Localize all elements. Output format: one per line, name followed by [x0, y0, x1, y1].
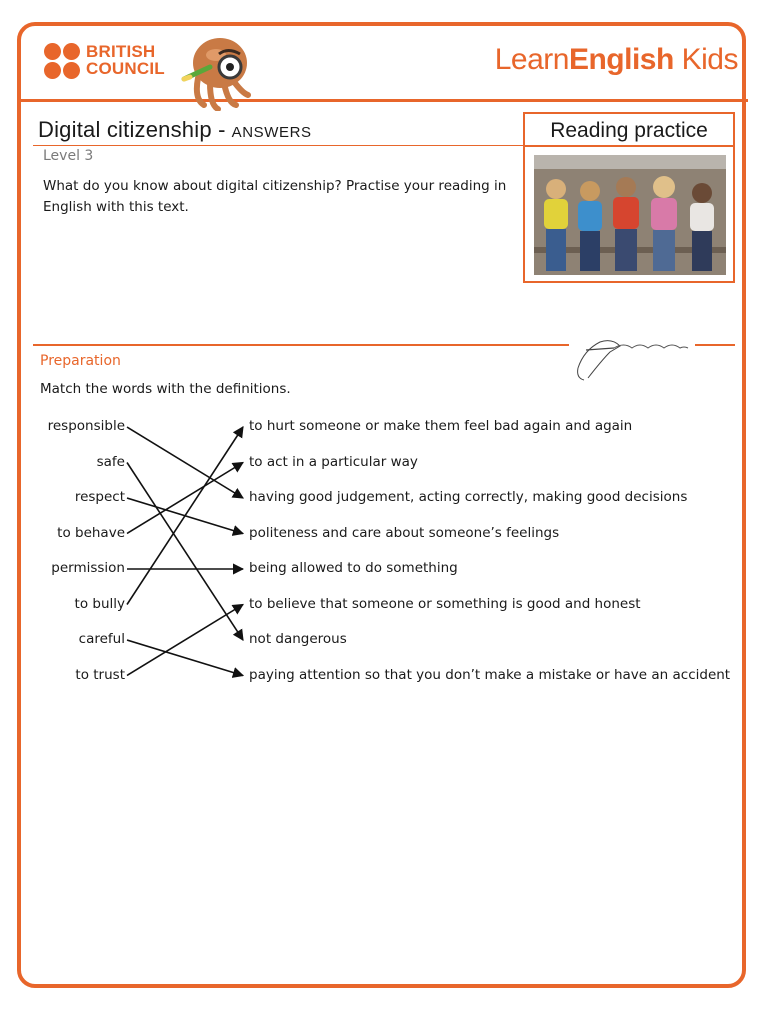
answers-tag: ANSWERS: [231, 124, 312, 141]
preparation-instruction: Match the words with the definitions.: [40, 381, 291, 397]
match-word: respect: [74, 489, 125, 505]
level-label: Level 3: [43, 148, 94, 164]
title-divider: [33, 145, 523, 146]
learnenglish-kids-logo: LearnEnglish Kids: [494, 43, 738, 76]
children-with-phones-photo: [534, 155, 726, 275]
preparation-heading: Preparation: [40, 353, 121, 369]
logo-dots-icon: [44, 43, 80, 79]
match-definition: paying attention so that you don’t make a mistake or have an accident: [249, 666, 731, 683]
match-definition: having good judgement, acting correctly, making good decisions: [249, 489, 688, 505]
preparation-divider-right: [695, 344, 735, 346]
british-council-logo: [44, 43, 179, 83]
match-definition: politeness and care about someone’s feelings: [249, 524, 560, 541]
match-word: to trust: [75, 666, 125, 683]
match-word: responsible: [47, 418, 125, 434]
reading-practice-label: Reading practice: [525, 114, 733, 147]
brand-text: BRITISH COUNCIL: [86, 42, 165, 78]
intro-text: What do you know about digital citizenship? Practise your reading in English with this text.: [43, 178, 507, 215]
reading-practice-box: [523, 112, 735, 283]
match-word: safe: [96, 453, 125, 470]
match-word: permission: [51, 560, 125, 576]
match-word: careful: [78, 631, 125, 647]
match-definition: not dangerous: [249, 631, 347, 647]
match-definition: being allowed to do something: [249, 560, 458, 576]
writing-hand-icon: [574, 328, 690, 383]
mascot-icon: [180, 33, 255, 111]
match-definition: to act in a particular way: [249, 453, 418, 470]
preparation-divider-left: [33, 344, 569, 346]
match-definition: to believe that someone or something is good and honest: [249, 595, 641, 612]
match-word: to bully: [74, 595, 125, 612]
header-divider: [19, 99, 748, 102]
match-word: to behave: [57, 524, 125, 541]
page-title: Digital citizenship - ANSWERS: [38, 117, 312, 142]
match-definition: to hurt someone or make them feel bad again and again: [249, 418, 633, 434]
